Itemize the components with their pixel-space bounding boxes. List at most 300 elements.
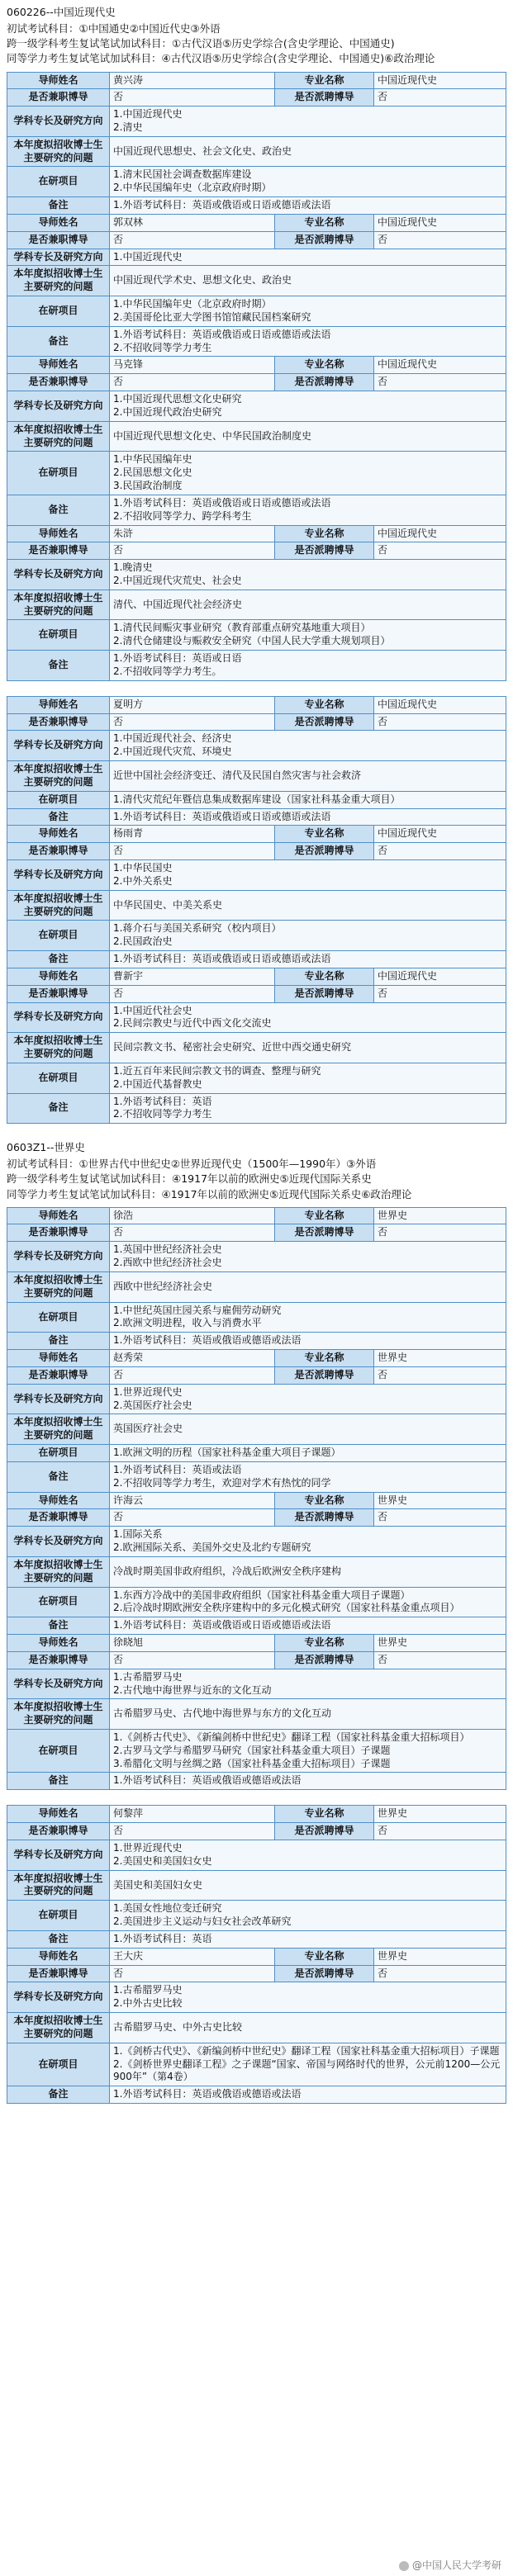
field-label: 本年度拟招收博士生主要研究的问题	[7, 1556, 110, 1587]
research-direction: 1.中华民国史 2.中外关系史	[110, 860, 506, 891]
weibo-icon	[399, 2561, 409, 2571]
research-topic: 英国医疗社会史	[110, 1414, 506, 1445]
advisor-name: 黄兴涛	[110, 72, 275, 89]
field-label: 是否派聘博导	[275, 374, 374, 391]
research-direction: 1.世界近现代史 2.美国史和美国妇女史	[110, 1840, 506, 1870]
field-label: 本年度拟招收博士生主要研究的问题	[7, 1414, 110, 1445]
dispatched-value: 否	[374, 1224, 506, 1242]
remark: 1.外语考试科目：英语或俄语或德语或法语	[110, 2086, 506, 2104]
field-label: 导师姓名	[7, 1948, 110, 1965]
field-label: 学科专长及研究方向	[7, 391, 110, 422]
field-label: 导师姓名	[7, 696, 110, 713]
field-label: 是否兼职博导	[7, 1366, 110, 1384]
part-time-value: 否	[110, 1823, 275, 1840]
research-project-row	[7, 296, 506, 327]
advisor-name-row	[7, 968, 506, 985]
research-direction: 1.古希腊罗马史 2.中外古史比较	[110, 1982, 506, 2013]
major-name: 中国近现代史	[374, 826, 506, 843]
research-direction: 1.中国近现代思想文化史研究 2.中国近现代政治史研究	[110, 391, 506, 422]
advisor-name: 郭双林	[110, 214, 275, 231]
dispatched-value: 否	[374, 1366, 506, 1384]
field-label: 本年度拟招收博士生主要研究的问题	[7, 590, 110, 620]
advisor-status-row	[7, 231, 506, 249]
field-label: 学科专长及研究方向	[7, 860, 110, 891]
advisor-status-row	[7, 985, 506, 1002]
dispatched-value: 否	[374, 374, 506, 391]
advisor-name-row	[7, 826, 506, 843]
remark-row	[7, 808, 506, 826]
field-label: 在研项目	[7, 791, 110, 808]
major-name: 中国近现代史	[374, 72, 506, 89]
research-direction: 1.晚清史 2.中国近现代灾荒史、社会史	[110, 560, 506, 590]
field-label: 是否兼职博导	[7, 1509, 110, 1527]
field-label: 学科专长及研究方向	[7, 1527, 110, 1557]
remark: 1.外语考试科目：英语 2.不招收同等学力考生	[110, 1093, 506, 1124]
remark: 1.外语考试科目：英语或俄语或日语或德语或法语	[110, 197, 506, 215]
research-direction: 1.中国近代社会史 2.民间宗教史与近代中西文化交流史	[110, 1002, 506, 1033]
field-label: 在研项目	[7, 620, 110, 651]
research-direction-row	[7, 1002, 506, 1033]
research-topic-row	[7, 1414, 506, 1445]
field-label: 本年度拟招收博士生主要研究的问题	[7, 1271, 110, 1302]
field-label: 专业名称	[275, 357, 374, 374]
advisor-name-row	[7, 214, 506, 231]
research-topic: 中国近现代思想史、社会文化史、政治史	[110, 136, 506, 167]
research-project-row	[7, 791, 506, 808]
research-topic: 中国近现代学术史、思想文化史、政治史	[110, 266, 506, 296]
major-code: 0603Z1--世界史	[7, 1141, 85, 1154]
field-label: 专业名称	[275, 1207, 374, 1224]
field-label: 专业名称	[275, 1635, 374, 1652]
field-label: 是否兼职博导	[7, 1651, 110, 1669]
advisor-name: 王大庆	[110, 1948, 275, 1965]
advisor-name-row	[7, 696, 506, 713]
research-topic-row	[7, 266, 506, 296]
research-direction-row	[7, 1384, 506, 1414]
research-project: 1.欧洲文明的历程（国家社科基金重大项目子课题）	[110, 1445, 506, 1462]
exam-subjects: 初试考试科目：①中国通史②中国近代史③外语	[7, 22, 221, 36]
advisor-name-row	[7, 1635, 506, 1652]
advisor-name-row	[7, 1207, 506, 1224]
remark: 1.外语考试科目：英语或俄语或德语或法语	[110, 1773, 506, 1790]
research-direction: 1.中国近现代史 2.清史	[110, 107, 506, 137]
advisor-status-row	[7, 89, 506, 107]
research-topic: 冷战时期美国非政府组织，冷战后欧洲安全秩序建构	[110, 1556, 506, 1587]
field-label: 在研项目	[7, 1063, 110, 1093]
field-label: 专业名称	[275, 525, 374, 542]
research-direction-row	[7, 391, 506, 422]
field-label: 学科专长及研究方向	[7, 1840, 110, 1870]
field-label: 专业名称	[275, 1806, 374, 1823]
field-label: 是否派聘博导	[275, 542, 374, 560]
field-label: 学科专长及研究方向	[7, 1242, 110, 1272]
field-label: 备注	[7, 197, 110, 215]
field-label: 导师姓名	[7, 1350, 110, 1367]
research-direction-row	[7, 560, 506, 590]
advisor-table	[7, 1207, 506, 1791]
field-label: 在研项目	[7, 1587, 110, 1617]
field-label: 在研项目	[7, 2043, 110, 2086]
part-time-value: 否	[110, 1224, 275, 1242]
field-label: 学科专长及研究方向	[7, 107, 110, 137]
dispatched-value: 否	[374, 985, 506, 1002]
field-label: 在研项目	[7, 296, 110, 327]
part-time-value: 否	[110, 89, 275, 107]
advisor-name: 朱浒	[110, 525, 275, 542]
advisor-name: 徐晓旭	[110, 1635, 275, 1652]
dispatched-value: 否	[374, 713, 506, 731]
field-label: 本年度拟招收博士生主要研究的问题	[7, 136, 110, 167]
field-label: 在研项目	[7, 167, 110, 197]
research-project: 1.中华民国编年史（北京政府时期） 2.美国哥伦比亚大学图书馆馆藏民国档案研究	[110, 296, 506, 327]
research-topic-row	[7, 1556, 506, 1587]
remark-row	[7, 326, 506, 357]
field-label: 学科专长及研究方向	[7, 1982, 110, 2013]
field-label: 是否兼职博导	[7, 713, 110, 731]
research-topic-row	[7, 761, 506, 792]
research-project: 1.蒋介石与美国关系研究（校内项目） 2.民国政治史	[110, 921, 506, 951]
advisor-name-row	[7, 357, 506, 374]
part-time-value: 否	[110, 1366, 275, 1384]
research-direction: 1.古希腊罗马史 2.古代地中海世界与近东的文化互动	[110, 1669, 506, 1699]
research-project-row	[7, 620, 506, 651]
research-project: 1.《剑桥古代史》、《新编剑桥中世纪史》翻译工程（国家社科基金重大招标项目） 2.古罗马文学与希腊罗马研究（国家社科基金重大项目）子课题 3.希腊化文明与丝绸之路（国家社科基金重大招标项目）子课题	[110, 1729, 506, 1772]
field-label: 本年度拟招收博士生主要研究的问题	[7, 421, 110, 452]
field-label: 导师姓名	[7, 1806, 110, 1823]
field-label: 是否派聘博导	[275, 1509, 374, 1527]
field-label: 专业名称	[275, 1948, 374, 1965]
research-topic: 中华民国史、中美关系史	[110, 890, 506, 921]
advisor-name-row	[7, 1492, 506, 1509]
remark: 1.外语考试科目：英语或法语 2.不招收同等学力考生，欢迎对学术有热忱的同学	[110, 1461, 506, 1492]
research-topic-row	[7, 2013, 506, 2043]
field-label: 专业名称	[275, 1350, 374, 1367]
field-label: 备注	[7, 495, 110, 525]
advisor-name: 赵秀荣	[110, 1350, 275, 1367]
research-topic: 中国近现代思想文化史、中华民国政治制度史	[110, 421, 506, 452]
remark-row	[7, 2086, 506, 2104]
field-label: 是否兼职博导	[7, 985, 110, 1002]
research-project-row	[7, 167, 506, 197]
remark: 1.外语考试科目：英语或俄语或日语或德语或法语 2.不招收同等学力、跨学科考生	[110, 495, 506, 525]
research-project: 1.中世纪英国庄园关系与雇佣劳动研究 2.欧洲文明进程，收入与消费水平	[110, 1302, 506, 1333]
remark: 1.外语考试科目：英语或俄语或日语或德语或法语	[110, 808, 506, 826]
advisor-status-row	[7, 1823, 506, 1840]
research-project: 1.美国女性地位变迁研究 2.美国进步主义运动与妇女社会改革研究	[110, 1901, 506, 1931]
advisor-status-row	[7, 1509, 506, 1527]
research-topic-row	[7, 1870, 506, 1901]
research-topic: 民间宗教文书、秘密社会史研究、近世中西交通史研究	[110, 1033, 506, 1063]
advisor-name-row	[7, 1806, 506, 1823]
remark: 1.外语考试科目：英语或俄语或德语或法语	[110, 1333, 506, 1350]
advisor-status-row	[7, 713, 506, 731]
remark-row	[7, 1617, 506, 1635]
field-label: 备注	[7, 1093, 110, 1124]
field-label: 是否兼职博导	[7, 1965, 110, 1982]
dispatched-value: 否	[374, 231, 506, 249]
advisor-status-row	[7, 843, 506, 860]
research-project: 1.清末民国社会调查数据库建设 2.中华民国编年史（北京政府时期）	[110, 167, 506, 197]
major-name: 中国近现代史	[374, 696, 506, 713]
remark-row	[7, 495, 506, 525]
research-topic-row	[7, 1033, 506, 1063]
research-direction: 1.世界近现代史 2.英国医疗社会史	[110, 1384, 506, 1414]
field-label: 是否派聘博导	[275, 1823, 374, 1840]
field-label: 导师姓名	[7, 826, 110, 843]
remark-row	[7, 1333, 506, 1350]
field-label: 是否兼职博导	[7, 843, 110, 860]
major-name: 中国近现代史	[374, 357, 506, 374]
research-direction: 1.中国近现代社会、经济史 2.中国近现代灾荒、环境史	[110, 731, 506, 761]
remark-row	[7, 1461, 506, 1492]
research-topic: 近世中国社会经济变迁、清代及民国自然灾害与社会救济	[110, 761, 506, 792]
field-label: 是否兼职博导	[7, 89, 110, 107]
major-name: 世界史	[374, 1207, 506, 1224]
research-direction: 1.中国近现代史	[110, 249, 506, 266]
part-time-value: 否	[110, 374, 275, 391]
dispatched-value: 否	[374, 843, 506, 860]
field-label: 备注	[7, 1617, 110, 1635]
major-name: 中国近现代史	[374, 525, 506, 542]
field-label: 是否派聘博导	[275, 1651, 374, 1669]
research-direction-row	[7, 1242, 506, 1272]
research-direction-row	[7, 1840, 506, 1870]
dispatched-value: 否	[374, 1823, 506, 1840]
field-label: 本年度拟招收博士生主要研究的问题	[7, 1033, 110, 1063]
research-topic: 古希腊罗马史、古代地中海世界与东方的文化互动	[110, 1699, 506, 1730]
research-direction: 1.国际关系 2.欧洲国际关系、美国外交史及北约专题研究	[110, 1527, 506, 1557]
remark: 1.外语考试科目：英语或俄语或日语或德语或法语 2.不招收同等学力考生	[110, 326, 506, 357]
remark: 1.外语考试科目：英语	[110, 1930, 506, 1948]
field-label: 在研项目	[7, 452, 110, 495]
research-direction-row	[7, 731, 506, 761]
remark: 1.外语考试科目：英语或俄语或日语或德语或法语	[110, 1617, 506, 1635]
research-topic: 美国史和美国妇女史	[110, 1870, 506, 1901]
advisor-name-row	[7, 72, 506, 89]
research-topic-row	[7, 1271, 506, 1302]
field-label: 专业名称	[275, 214, 374, 231]
field-label: 是否派聘博导	[275, 89, 374, 107]
remark: 1.外语考试科目：英语或俄语或日语或德语或法语	[110, 951, 506, 968]
field-label: 在研项目	[7, 1901, 110, 1931]
remark-row	[7, 651, 506, 681]
field-label: 学科专长及研究方向	[7, 1669, 110, 1699]
research-topic-row	[7, 136, 506, 167]
remark-row	[7, 951, 506, 968]
field-label: 专业名称	[275, 826, 374, 843]
research-project: 1.东西方冷战中的美国非政府组织（国家社科基金重大项目子课题） 2.后冷战时期欧洲安全秩序建构中的多元化模式研究（国家社科基金重点项目）	[110, 1587, 506, 1617]
remark-row	[7, 1930, 506, 1948]
research-project: 1.清代民间赈灾事业研究（教育部重点研究基地重大项目） 2.清代仓储建设与赈救安全研究（中国人民大学重大规划项目）	[110, 620, 506, 651]
field-label: 备注	[7, 2086, 110, 2104]
part-time-value: 否	[110, 843, 275, 860]
field-label: 在研项目	[7, 1729, 110, 1772]
dispatched-value: 否	[374, 542, 506, 560]
exam-subjects: 跨一级学科考生复试笔试加试科目：④1917年以前的欧洲史⑤近现代国际关系史	[7, 1172, 372, 1186]
research-direction-row	[7, 1982, 506, 2013]
remark-row	[7, 1773, 506, 1790]
research-direction-row	[7, 860, 506, 891]
research-project-row	[7, 1729, 506, 1772]
watermark: @中国人民大学考研	[399, 2558, 501, 2572]
major-name: 中国近现代史	[374, 968, 506, 985]
field-label: 备注	[7, 1773, 110, 1790]
research-project: 1.近五百年来民间宗教文书的调查、整理与研究 2.中国近代基督教史	[110, 1063, 506, 1093]
research-topic: 清代、中国近现代社会经济史	[110, 590, 506, 620]
research-project-row	[7, 1445, 506, 1462]
research-direction-row	[7, 1527, 506, 1557]
field-label: 专业名称	[275, 1492, 374, 1509]
part-time-value: 否	[110, 1509, 275, 1527]
part-time-value: 否	[110, 713, 275, 731]
advisor-table	[7, 72, 506, 681]
field-label: 备注	[7, 326, 110, 357]
major-name: 世界史	[374, 1948, 506, 1965]
field-label: 是否兼职博导	[7, 1823, 110, 1840]
field-label: 备注	[7, 1333, 110, 1350]
advisor-status-row	[7, 1965, 506, 1982]
research-topic-row	[7, 590, 506, 620]
section-header	[0, 1135, 513, 1204]
field-label: 是否派聘博导	[275, 1965, 374, 1982]
field-label: 导师姓名	[7, 968, 110, 985]
advisor-status-row	[7, 1651, 506, 1669]
research-topic-row	[7, 421, 506, 452]
advisor-name: 曹新宇	[110, 968, 275, 985]
field-label: 导师姓名	[7, 1492, 110, 1509]
advisor-name-row	[7, 1350, 506, 1367]
field-label: 备注	[7, 1930, 110, 1948]
field-label: 是否派聘博导	[275, 843, 374, 860]
part-time-value: 否	[110, 231, 275, 249]
field-label: 是否派聘博导	[275, 1224, 374, 1242]
advisor-name: 许海云	[110, 1492, 275, 1509]
field-label: 备注	[7, 651, 110, 681]
field-label: 是否派聘博导	[275, 1366, 374, 1384]
research-project-row	[7, 1302, 506, 1333]
field-label: 专业名称	[275, 968, 374, 985]
field-label: 学科专长及研究方向	[7, 1002, 110, 1033]
research-direction-row	[7, 249, 506, 266]
advisor-name: 何黎萍	[110, 1806, 275, 1823]
remark-row	[7, 1093, 506, 1124]
field-label: 是否派聘博导	[275, 713, 374, 731]
research-project-row	[7, 921, 506, 951]
major-name: 中国近现代史	[374, 214, 506, 231]
research-topic: 古希腊罗马史、中外古史比较	[110, 2013, 506, 2043]
field-label: 导师姓名	[7, 1207, 110, 1224]
advisor-status-row	[7, 1224, 506, 1242]
exam-subjects: 跨一级学科考生复试笔试加试科目：①古代汉语⑤历史学综合(含史学理论、中国通史)	[7, 37, 395, 50]
research-topic: 西欧中世纪经济社会史	[110, 1271, 506, 1302]
field-label: 本年度拟招收博士生主要研究的问题	[7, 2013, 110, 2043]
exam-subjects: 同等学力考生复试笔试加试科目：④1917年以前的欧洲史⑤近现代国际关系史⑥政治理论	[7, 1187, 412, 1200]
research-project: 1.《剑桥古代史》、《新编剑桥中世纪史》翻译工程（国家社科基金重大招标项目）子课题 2.《剑桥世界史翻译工程》之子课题“国家、帝国与网络时代的世界，公元前1200—公元900年”（第4卷）	[110, 2043, 506, 2086]
field-label: 导师姓名	[7, 72, 110, 89]
advisor-status-row	[7, 374, 506, 391]
advisor-table	[7, 1805, 506, 2104]
field-label: 本年度拟招收博士生主要研究的问题	[7, 761, 110, 792]
research-project-row	[7, 1901, 506, 1931]
field-label: 是否兼职博导	[7, 374, 110, 391]
research-direction-row	[7, 107, 506, 137]
research-project: 1.清代灾荒纪年暨信息集成数据库建设（国家社科基金重大项目）	[110, 791, 506, 808]
field-label: 是否兼职博导	[7, 231, 110, 249]
dispatched-value: 否	[374, 1965, 506, 1982]
research-direction: 1.英国中世纪经济社会史 2.西欧中世纪经济社会史	[110, 1242, 506, 1272]
field-label: 专业名称	[275, 72, 374, 89]
field-label: 是否派聘博导	[275, 985, 374, 1002]
dispatched-value: 否	[374, 89, 506, 107]
field-label: 是否兼职博导	[7, 542, 110, 560]
dispatched-value: 否	[374, 1651, 506, 1669]
research-topic-row	[7, 890, 506, 921]
research-project-row	[7, 452, 506, 495]
part-time-value: 否	[110, 985, 275, 1002]
field-label: 导师姓名	[7, 1635, 110, 1652]
advisor-name: 夏明方	[110, 696, 275, 713]
research-topic-row	[7, 1699, 506, 1730]
section-header	[0, 0, 513, 69]
research-project-row	[7, 1587, 506, 1617]
research-project: 1.中华民国编年史 2.民国思想文化史 3.民国政治制度	[110, 452, 506, 495]
major-name: 世界史	[374, 1492, 506, 1509]
remark-row	[7, 197, 506, 215]
field-label: 导师姓名	[7, 357, 110, 374]
advisor-name: 徐浩	[110, 1207, 275, 1224]
field-label: 学科专长及研究方向	[7, 249, 110, 266]
advisor-name-row	[7, 525, 506, 542]
major-code: 060226--中国近现代史	[7, 6, 116, 18]
advisor-status-row	[7, 1366, 506, 1384]
field-label: 学科专长及研究方向	[7, 560, 110, 590]
part-time-value: 否	[110, 1965, 275, 1982]
field-label: 备注	[7, 951, 110, 968]
field-label: 在研项目	[7, 921, 110, 951]
exam-subjects: 初试考试科目：①世界古代中世纪史②世界近现代史（1500年—1990年）③外语	[7, 1158, 377, 1171]
advisor-name: 杨雨青	[110, 826, 275, 843]
research-direction-row	[7, 1669, 506, 1699]
advisor-name-row	[7, 1948, 506, 1965]
field-label: 备注	[7, 808, 110, 826]
major-name: 世界史	[374, 1806, 506, 1823]
field-label: 在研项目	[7, 1445, 110, 1462]
advisor-name: 马克锋	[110, 357, 275, 374]
field-label: 是否兼职博导	[7, 1224, 110, 1242]
research-project-row	[7, 1063, 506, 1093]
field-label: 是否派聘博导	[275, 231, 374, 249]
remark: 1.外语考试科目：英语或日语 2.不招收同等学力考生。	[110, 651, 506, 681]
field-label: 本年度拟招收博士生主要研究的问题	[7, 1699, 110, 1730]
field-label: 专业名称	[275, 696, 374, 713]
field-label: 导师姓名	[7, 214, 110, 231]
field-label: 学科专长及研究方向	[7, 1384, 110, 1414]
dispatched-value: 否	[374, 1509, 506, 1527]
major-name: 世界史	[374, 1350, 506, 1367]
advisor-table	[7, 696, 506, 1124]
part-time-value: 否	[110, 1651, 275, 1669]
field-label: 本年度拟招收博士生主要研究的问题	[7, 266, 110, 296]
field-label: 本年度拟招收博士生主要研究的问题	[7, 890, 110, 921]
field-label: 备注	[7, 1461, 110, 1492]
field-label: 在研项目	[7, 1302, 110, 1333]
field-label: 学科专长及研究方向	[7, 731, 110, 761]
advisor-status-row	[7, 542, 506, 560]
part-time-value: 否	[110, 542, 275, 560]
field-label: 本年度拟招收博士生主要研究的问题	[7, 1870, 110, 1901]
research-project-row	[7, 2043, 506, 2086]
field-label: 导师姓名	[7, 525, 110, 542]
